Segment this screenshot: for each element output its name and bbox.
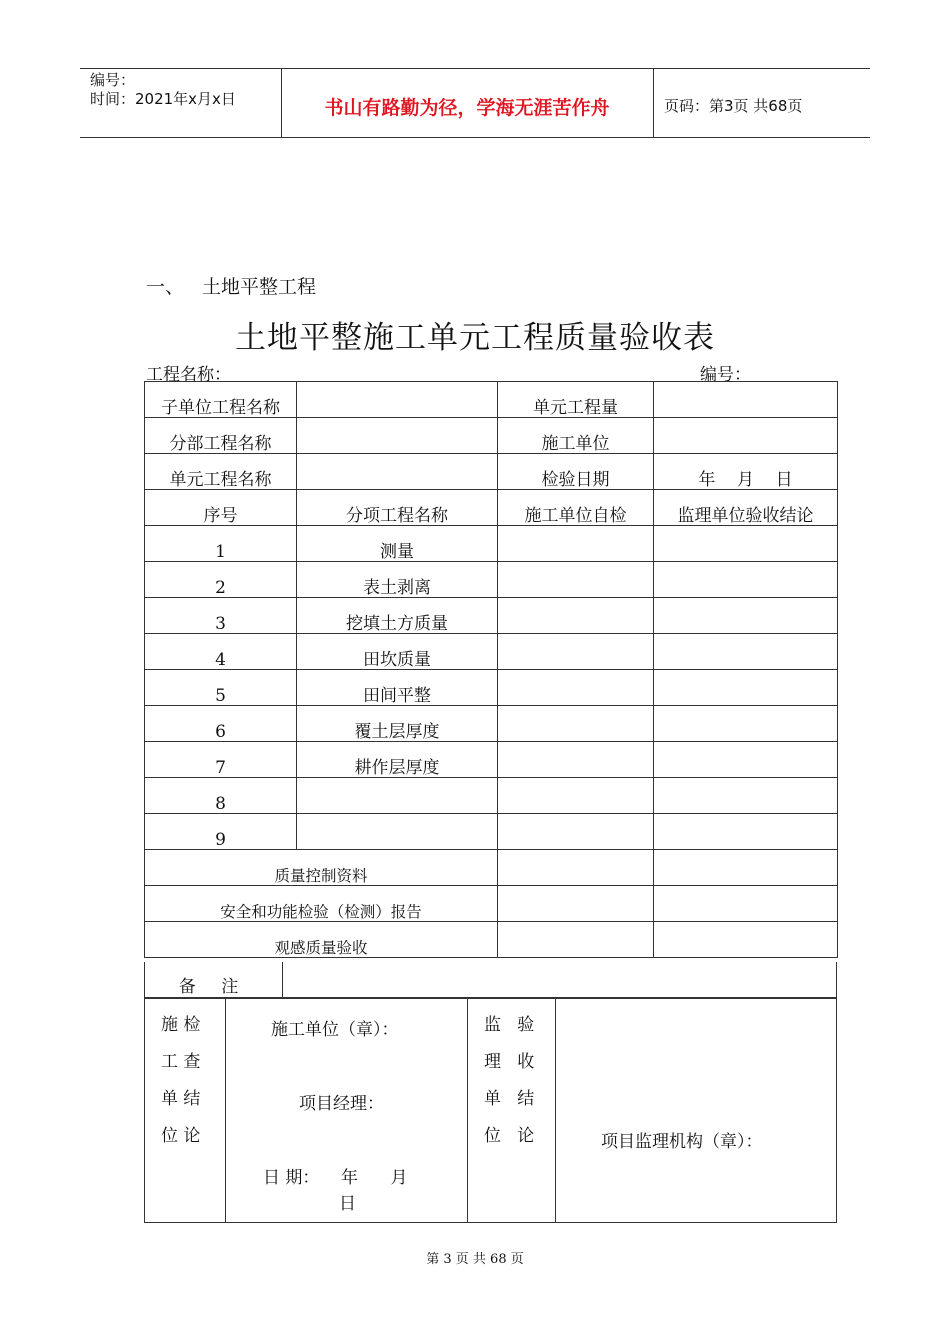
item-row: [145, 706, 838, 742]
supervisor-cell[interactable]: [654, 742, 838, 778]
supervisor-cell[interactable]: [654, 598, 838, 634]
item-row: [145, 778, 838, 814]
label-char: 查: [183, 1052, 201, 1072]
self-check-cell[interactable]: [498, 886, 654, 922]
summary-row: [145, 850, 838, 886]
item-row: [145, 670, 838, 706]
code-label: 编号：: [700, 365, 751, 385]
item-name: 田坎质量: [297, 634, 498, 670]
item-number: 1: [145, 526, 297, 562]
supervisor-cell[interactable]: [654, 814, 838, 850]
remarks-field[interactable]: [283, 962, 836, 997]
supervisor-cell[interactable]: [654, 670, 838, 706]
label-char: 监: [484, 1015, 501, 1035]
acceptance-table: [144, 381, 838, 958]
item-number: 6: [145, 706, 297, 742]
section-title: 土地平整工程: [202, 276, 317, 298]
label-char: 验: [517, 1015, 535, 1035]
info-row: [145, 382, 838, 418]
item-name: 覆土层厚度: [297, 706, 498, 742]
item-number: 7: [145, 742, 297, 778]
section-heading: [146, 272, 316, 299]
supervisor-cell[interactable]: [654, 886, 838, 922]
supervisor-cell[interactable]: [654, 850, 838, 886]
item-name: 田间平整: [297, 670, 498, 706]
item-number: 5: [145, 670, 297, 706]
page-footer: 第 3 页 共 68 页: [426, 1252, 524, 1267]
self-check-cell[interactable]: [498, 598, 654, 634]
item-number: 9: [145, 814, 297, 850]
inspection-date-value[interactable]: 年 月 日: [654, 454, 838, 490]
self-check-cell[interactable]: [498, 706, 654, 742]
section-number: 一、: [146, 276, 185, 298]
label-char: 工: [161, 1052, 178, 1072]
header-motto: 书山有路勤为径，学海无涯苦作舟: [324, 97, 610, 119]
label-char: 位: [161, 1126, 178, 1146]
item-row: [145, 634, 838, 670]
self-check-cell[interactable]: [498, 850, 654, 886]
contractor-unit-label: 施工单位（章）：: [271, 1020, 399, 1040]
info-value[interactable]: [297, 454, 498, 490]
summary-row: [145, 886, 838, 922]
header-divider: [653, 69, 654, 137]
document-title: 土地平整施工单元工程质量验收表: [235, 320, 715, 356]
item-row: [145, 742, 838, 778]
label-char: 施: [161, 1015, 178, 1035]
contractor-vertical-label: [161, 1007, 200, 1155]
header-number-label: 编号：: [90, 71, 136, 89]
remarks-label: 备 注: [178, 977, 249, 997]
self-check-cell[interactable]: [498, 778, 654, 814]
self-check-cell[interactable]: [498, 634, 654, 670]
info-value[interactable]: [654, 418, 838, 454]
label-char: 收: [517, 1052, 535, 1072]
info-label: 单元工程名称: [145, 454, 297, 490]
supervisor-cell[interactable]: [654, 922, 838, 958]
signoff-block: [144, 998, 837, 1223]
self-check-cell[interactable]: [498, 814, 654, 850]
supervisor-cell[interactable]: [654, 706, 838, 742]
supervisor-cell[interactable]: [654, 778, 838, 814]
supervisor-org-label: 项目监理机构（章）：: [601, 1132, 763, 1152]
info-value[interactable]: [297, 418, 498, 454]
header-page-info: 页码：第3页 共68页: [664, 97, 803, 115]
summary-label: 观感质量验收: [145, 922, 498, 958]
column-header: 分项工程名称: [297, 490, 498, 526]
column-header: 序号: [145, 490, 297, 526]
item-number: 3: [145, 598, 297, 634]
column-header: 监理单位验收结论: [654, 490, 838, 526]
column-header-row: [145, 490, 838, 526]
info-value[interactable]: [654, 382, 838, 418]
supervisor-cell[interactable]: [654, 562, 838, 598]
signoff-divider: [555, 999, 556, 1222]
summary-label: 质量控制资料: [145, 850, 498, 886]
label-char: 论: [183, 1126, 201, 1146]
summary-label: 安全和功能检验（检测）报告: [145, 886, 498, 922]
page-header: [80, 68, 870, 138]
item-number: 8: [145, 778, 297, 814]
contractor-date-label: 日 期： 年 月: [263, 1168, 408, 1188]
info-label: 分部工程名称: [145, 418, 297, 454]
self-check-cell[interactable]: [498, 742, 654, 778]
info-row: [145, 454, 838, 490]
item-number: 2: [145, 562, 297, 598]
header-meta: [90, 71, 236, 109]
item-name[interactable]: [297, 778, 498, 814]
self-check-cell[interactable]: [498, 562, 654, 598]
item-row: [145, 526, 838, 562]
self-check-cell[interactable]: [498, 922, 654, 958]
label-char: 结: [517, 1089, 535, 1109]
item-name[interactable]: [297, 814, 498, 850]
project-name-label: 工程名称：: [146, 365, 231, 385]
info-value[interactable]: [297, 382, 498, 418]
column-header: 施工单位自检: [498, 490, 654, 526]
supervisor-vertical-label: [484, 1007, 534, 1155]
supervisor-cell[interactable]: [654, 634, 838, 670]
info-label: 施工单位: [498, 418, 654, 454]
item-number: 4: [145, 634, 297, 670]
project-manager-label: 项目经理：: [299, 1094, 384, 1114]
header-time-label: 时间：2021年x月x日: [90, 90, 236, 108]
label-char: 理: [484, 1052, 501, 1072]
info-row: [145, 418, 838, 454]
label-char: 论: [517, 1126, 535, 1146]
item-name: 挖填土方质量: [297, 598, 498, 634]
supervisor-cell[interactable]: [654, 526, 838, 562]
item-name: 测量: [297, 526, 498, 562]
label-char: 结: [183, 1089, 201, 1109]
info-label: 单元工程量: [498, 382, 654, 418]
summary-row: [145, 922, 838, 958]
label-char: 单: [161, 1089, 178, 1109]
item-row: [145, 814, 838, 850]
item-name: 耕作层厚度: [297, 742, 498, 778]
label-char: 检: [183, 1015, 201, 1035]
item-row: [145, 598, 838, 634]
remarks-row: [144, 962, 837, 998]
contractor-date-day: 日: [339, 1194, 356, 1214]
self-check-cell[interactable]: [498, 670, 654, 706]
label-char: 单: [484, 1089, 501, 1109]
item-name: 表土剥离: [297, 562, 498, 598]
signoff-divider: [467, 999, 468, 1222]
self-check-cell[interactable]: [498, 526, 654, 562]
signoff-divider: [225, 999, 226, 1222]
label-char: 位: [484, 1126, 501, 1146]
item-row: [145, 562, 838, 598]
info-label: 子单位工程名称: [145, 382, 297, 418]
info-label: 检验日期: [498, 454, 654, 490]
